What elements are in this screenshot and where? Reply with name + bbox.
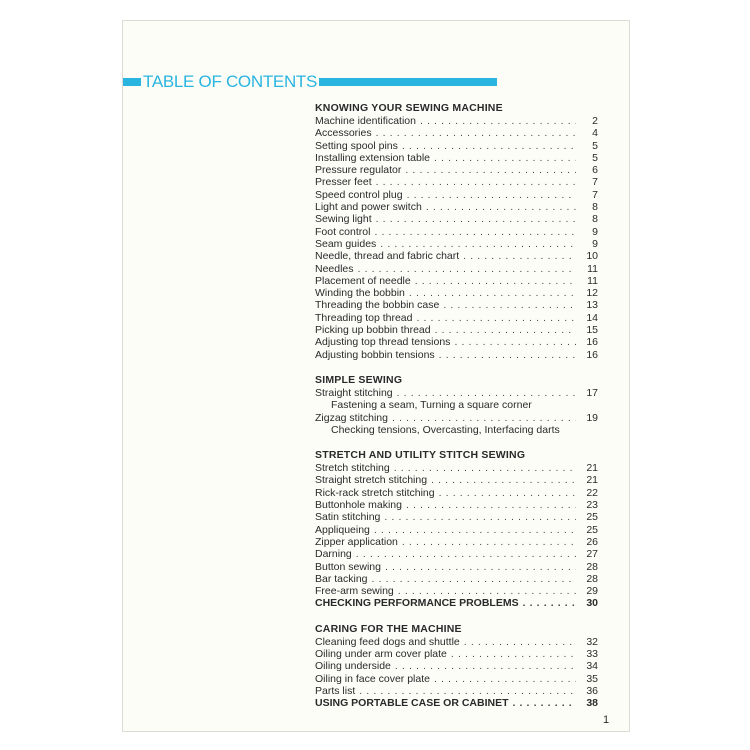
dot-leader [376, 213, 576, 225]
entry-label: Adjusting top thread tensions [315, 336, 451, 349]
entry-subtopics: Checking tensions, Overcasting, Interfacing darts [331, 423, 560, 436]
entry-label: Threading the bobbin case [315, 299, 440, 312]
entry-label: Stretch stitching [315, 462, 390, 475]
toc-entry [315, 299, 598, 311]
entry-page-number: 23 [586, 499, 598, 512]
entry-page-number: 25 [586, 511, 598, 524]
entry-page-number: 4 [592, 127, 598, 140]
dot-leader [523, 597, 576, 609]
dot-leader [512, 697, 576, 709]
entry-label: Installing extension table [315, 151, 430, 164]
entry-page-number: 38 [586, 697, 598, 710]
entry-label: Speed control plug [315, 188, 403, 201]
toc-entry [315, 412, 598, 424]
entry-page-number: 28 [586, 560, 598, 573]
entry-label: Seam guides [315, 237, 377, 250]
entry-label: Straight stitching [315, 386, 393, 399]
entry-label: CHECKING PERFORMANCE PROBLEMS [315, 597, 519, 610]
dot-leader [380, 238, 576, 250]
toc-entry [315, 511, 598, 523]
toc-entry [315, 487, 598, 499]
dot-leader [451, 648, 576, 660]
entry-page-number: 11 [587, 274, 598, 287]
dot-leader [372, 573, 576, 585]
entry-label: Oiling underside [315, 660, 391, 673]
entry-page-number: 21 [586, 474, 598, 487]
dot-leader [359, 685, 576, 697]
toc-entry [315, 189, 598, 201]
section-gap [315, 361, 598, 374]
dot-leader [443, 299, 576, 311]
entry-label: Zipper application [315, 535, 398, 548]
dot-leader [402, 140, 576, 152]
entry-label: Threading top thread [315, 311, 413, 324]
entry-page-number: 19 [586, 411, 598, 424]
toc-entry [315, 648, 598, 660]
dot-leader [405, 164, 576, 176]
dot-leader [463, 250, 576, 262]
entry-page-number: 22 [586, 486, 598, 499]
entry-label: Oiling in face cover plate [315, 672, 430, 685]
toc-entry [315, 140, 598, 152]
entry-label: Needles [315, 262, 354, 275]
toc-entry [315, 127, 598, 139]
entry-page-number: 16 [586, 348, 598, 361]
dot-leader [394, 462, 576, 474]
entry-label: Appliqueing [315, 523, 370, 536]
dot-leader [384, 511, 576, 523]
entry-label: Bar tacking [315, 572, 368, 585]
entry-label: Cleaning feed dogs and shuttle [315, 635, 460, 648]
dot-leader [395, 660, 576, 672]
entry-page-number: 7 [592, 176, 598, 189]
toc-entry [315, 548, 598, 560]
entry-label: Setting spool pins [315, 139, 398, 152]
entry-label: Straight stretch stitching [315, 474, 428, 487]
entry-label: Free-arm sewing [315, 585, 394, 598]
entry-page-number: 28 [586, 572, 598, 585]
entry-page-number: 30 [586, 597, 598, 610]
entry-page-number: 17 [586, 386, 598, 399]
entry-label: Darning [315, 548, 352, 561]
entry-page-number: 27 [586, 548, 598, 561]
entry-label: Rick-rack stretch stitching [315, 486, 435, 499]
section-heading: KNOWING YOUR SEWING MACHINE [315, 102, 503, 114]
toc-entry [315, 201, 598, 213]
entry-page-number: 21 [586, 462, 598, 475]
entry-label: Foot control [315, 225, 371, 238]
dot-leader [385, 561, 576, 573]
entry-page-number: 5 [592, 151, 598, 164]
entry-label: Presser feet [315, 176, 372, 189]
dot-leader [454, 336, 576, 348]
entry-page-number: 2 [592, 115, 598, 127]
dot-leader [392, 412, 576, 424]
toc-entry [315, 660, 598, 672]
entry-label: USING PORTABLE CASE OR CABINET [315, 697, 509, 710]
entry-label: Sewing light [315, 213, 372, 226]
entry-label: Buttonhole making [315, 499, 402, 512]
toc-entry [315, 636, 598, 648]
entry-label: Machine identification [315, 115, 416, 127]
toc-entry [315, 336, 598, 348]
toc-entry [315, 238, 598, 250]
dot-leader [406, 499, 576, 511]
section-gap [315, 436, 598, 449]
toc-entry [315, 585, 598, 597]
entry-page-number: 10 [586, 250, 598, 263]
toc-entry [315, 387, 598, 399]
entry-page-number: 9 [592, 237, 598, 250]
toc-entry [315, 673, 598, 685]
entry-page-number: 6 [592, 164, 598, 177]
entry-page-number: 26 [586, 535, 598, 548]
toc-entry [315, 176, 598, 188]
toc-entry [315, 115, 598, 127]
toc-entry [315, 152, 598, 164]
toc-entry [315, 226, 598, 238]
entry-label: Winding the bobbin [315, 287, 405, 300]
entry-page-number: 32 [586, 635, 598, 648]
manual-page [122, 20, 630, 732]
dot-leader [434, 152, 576, 164]
section-heading: STRETCH AND UTILITY STITCH SEWING [315, 449, 526, 462]
entry-page-number: 11 [587, 262, 598, 275]
dot-leader [434, 673, 576, 685]
entry-page-number: 14 [586, 311, 598, 324]
entry-page-number: 12 [586, 287, 598, 300]
entry-page-number: 9 [592, 225, 598, 238]
dot-leader [426, 201, 576, 213]
entry-page-number: 36 [586, 684, 598, 697]
entry-label: Accessories [315, 127, 372, 140]
toc-entry [315, 597, 598, 609]
page-title: TABLE OF CONTENTS [143, 72, 318, 91]
dot-leader [439, 349, 576, 361]
entry-page-number: 29 [586, 585, 598, 598]
table-of-contents [315, 102, 598, 709]
dot-leader [402, 536, 576, 548]
dot-leader [374, 524, 576, 536]
dot-leader [376, 127, 576, 139]
toc-entry [315, 213, 598, 225]
entry-label: Adjusting bobbin tensions [315, 348, 435, 361]
entry-subtopics: Fastening a seam, Turning a square corner [331, 399, 532, 412]
entry-label: Satin stitching [315, 511, 381, 524]
dot-leader [431, 474, 576, 486]
toc-entry [315, 573, 598, 585]
toc-entry [315, 287, 598, 299]
entry-page-number: 13 [586, 299, 598, 312]
accent-bar-left [123, 78, 141, 86]
entry-page-number: 15 [586, 324, 598, 337]
entry-page-number: 25 [586, 523, 598, 536]
toc-entry [315, 349, 598, 361]
dot-leader [435, 324, 576, 336]
entry-label: Needle, thread and fabric chart [315, 250, 460, 263]
section-heading: CARING FOR THE MACHINE [315, 622, 462, 635]
entry-page-number: 33 [586, 647, 598, 660]
dot-leader [374, 226, 576, 238]
entry-page-number: 8 [592, 201, 598, 214]
entry-label: Parts list [315, 684, 356, 697]
section-heading: SIMPLE SEWING [315, 373, 403, 386]
dot-leader [397, 387, 576, 399]
page-number: 1 [603, 714, 610, 726]
entry-label: Light and power switch [315, 201, 422, 214]
toc-entry [315, 164, 598, 176]
entry-page-number: 7 [592, 188, 598, 201]
toc-entry [315, 561, 598, 573]
entry-page-number: 34 [586, 660, 598, 673]
dot-leader [416, 312, 576, 324]
dot-leader [464, 636, 576, 648]
toc-entry [315, 499, 598, 511]
section-gap [315, 610, 598, 623]
toc-entry [315, 474, 598, 486]
entry-label: Pressure regulator [315, 164, 402, 177]
title-banner [123, 72, 497, 92]
entry-page-number: 16 [586, 336, 598, 349]
entry-label: Button sewing [315, 560, 381, 573]
dot-leader [420, 115, 576, 127]
entry-label: Picking up bobbin thread [315, 324, 431, 337]
toc-entry [315, 250, 598, 262]
toc-entry [315, 263, 598, 275]
dot-leader [358, 263, 576, 275]
dot-leader [398, 585, 576, 597]
dot-leader [376, 176, 576, 188]
dot-leader [439, 487, 576, 499]
toc-entry [315, 536, 598, 548]
toc-entry [315, 324, 598, 336]
entry-label: Zigzag stitching [315, 411, 388, 424]
entry-label: Oiling under arm cover plate [315, 647, 447, 660]
dot-leader [409, 287, 576, 299]
toc-entry [315, 312, 598, 324]
accent-bar-right [319, 78, 497, 86]
toc-entry [315, 524, 598, 536]
toc-entry [315, 275, 598, 287]
entry-page-number: 5 [592, 139, 598, 152]
dot-leader [415, 275, 576, 287]
entry-label: Placement of needle [315, 274, 411, 287]
entry-page-number: 8 [592, 213, 598, 226]
toc-entry [315, 697, 598, 709]
toc-entry [315, 685, 598, 697]
toc-entry [315, 462, 598, 474]
dot-leader [407, 189, 576, 201]
dot-leader [356, 548, 576, 560]
entry-page-number: 35 [586, 672, 598, 685]
